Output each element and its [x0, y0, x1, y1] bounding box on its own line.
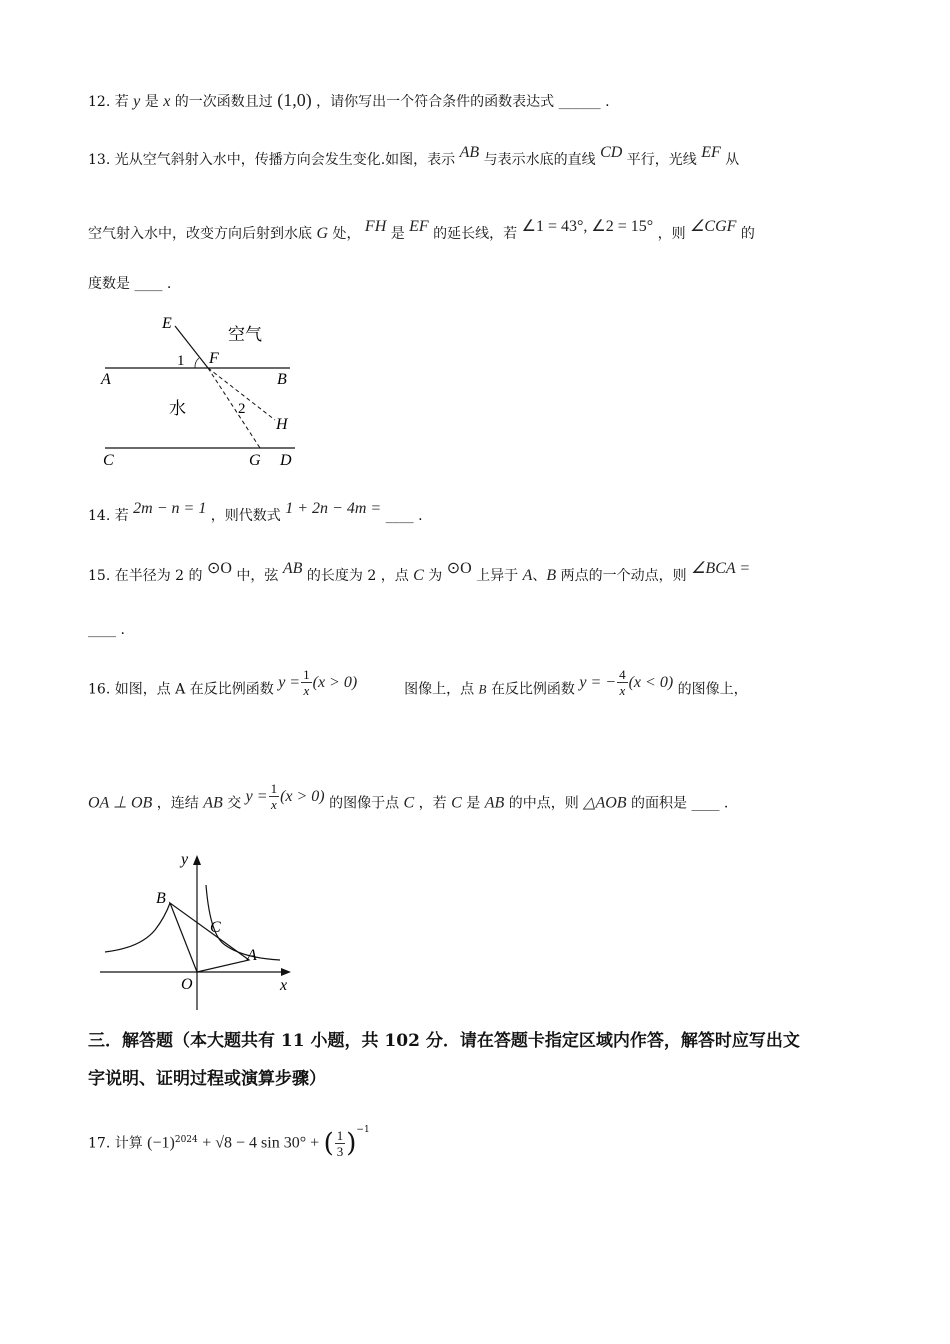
curve-neg-4-over-x	[105, 903, 170, 952]
q15-number: 15.	[88, 568, 111, 584]
angle-1-arc	[195, 358, 199, 368]
label-b: B	[156, 890, 166, 907]
section-3-heading-line-2: 字说明、证明过程或演算步骤）	[88, 1069, 326, 1089]
label-f: F	[209, 350, 219, 367]
question-16-line-2: OA ⊥ OB ，连结 AB 交 y = $\frac{1}{x}$ (x > 0) 的图像于点 C ，若 C 是 AB 的中点，则 △AOB 的面积是 ____ .	[88, 781, 729, 812]
answer-blank: ____	[134, 276, 163, 292]
q12-number: 12.	[88, 94, 111, 110]
question-13-line-1: 13. 光从空气斜射入水中，传播方向会发生变化.如图，表示 AB 与表示水底的直线 CD 平行，光线 EF 从	[88, 144, 740, 168]
label-x: x	[280, 977, 288, 994]
answer-blank: ____	[88, 622, 116, 638]
answer-blank: ____	[691, 795, 720, 812]
fraction-1-over-x: $\frac{1}{x}$	[303, 667, 310, 698]
question-13-line-3: 度数是 ____ .	[88, 276, 172, 292]
label-b: B	[277, 371, 287, 388]
q16-number: 16.	[88, 681, 111, 698]
x-axis-arrow	[281, 968, 291, 976]
inverse-proportion-figure	[95, 850, 305, 1015]
q13-number: 13.	[88, 152, 111, 168]
question-15: 15. 在半径为 2 的 ⊙O 中，弦 AB 的长度为 2 ，点 C 为 ⊙O 上异于 A、B 两点的一个动点，则 ∠BCA =	[88, 560, 751, 584]
label-air: 空气	[228, 325, 262, 344]
label-a: A	[101, 371, 111, 388]
question-17: 17. 计算 $(-1)^{2024} + √8 - 4$ sin 30° + ( $\frac{1}{3}$ )$^{-1}$	[88, 1124, 370, 1159]
label-a: A	[247, 947, 257, 964]
question-16-line-1: 16. 如图，点 A 在反比例函数 y = $\frac{1}{x}$ (x > 0) 图像上，点 B 在反比例函数 y = − $\frac{4}{x}$ (x < 0) 的图像上，	[88, 667, 748, 698]
ray-fg	[208, 368, 260, 448]
label-angle-2: 2	[238, 401, 246, 417]
label-c: C	[210, 919, 221, 936]
fraction-1-over-x: $\frac{1}{x}$	[270, 781, 278, 812]
q14-number: 14.	[88, 508, 111, 524]
question-13-line-2: 空气射入水中，改变方向后射到水底 G 处， FH 是 EF 的延长线，若 ∠1 = 43°, ∠2 = 15° ，则 ∠CGF 的	[88, 218, 755, 242]
question-14: 14. 若 2m − n = 1 ，则代数式 1 + 2n − 4m = ____ .	[88, 500, 423, 524]
label-g: G	[249, 452, 261, 469]
answer-blank: ____	[385, 508, 414, 524]
question-15-line-2: ____ .	[88, 622, 125, 638]
section-3-heading: 三．解答题（本大题共有 11 小题，共 102 分．请在答题卡指定区域内作答，解答时应写出文	[88, 1031, 800, 1051]
label-o: O	[181, 976, 193, 993]
y-axis-arrow	[193, 855, 201, 865]
fraction-4-over-x: $\frac{4}{x}$	[619, 667, 626, 698]
q17-number: 17.	[88, 1135, 111, 1152]
fraction-1-over-3: $\frac{1}{3}$	[336, 1128, 344, 1159]
label-e: E	[162, 315, 172, 332]
label-c: C	[103, 452, 114, 469]
question-12: 12. 若 y 是 x 的一次函数且过 (1,0) ，请你写出一个符合条件的函数表达式 ______ .	[88, 90, 610, 110]
answer-blank: ______	[558, 94, 601, 110]
label-y: y	[181, 851, 189, 868]
light-refraction-figure	[95, 308, 310, 473]
label-angle-1: 1	[177, 353, 185, 369]
label-d: D	[280, 452, 292, 469]
label-water: 水	[169, 399, 186, 418]
label-h: H	[276, 416, 288, 433]
